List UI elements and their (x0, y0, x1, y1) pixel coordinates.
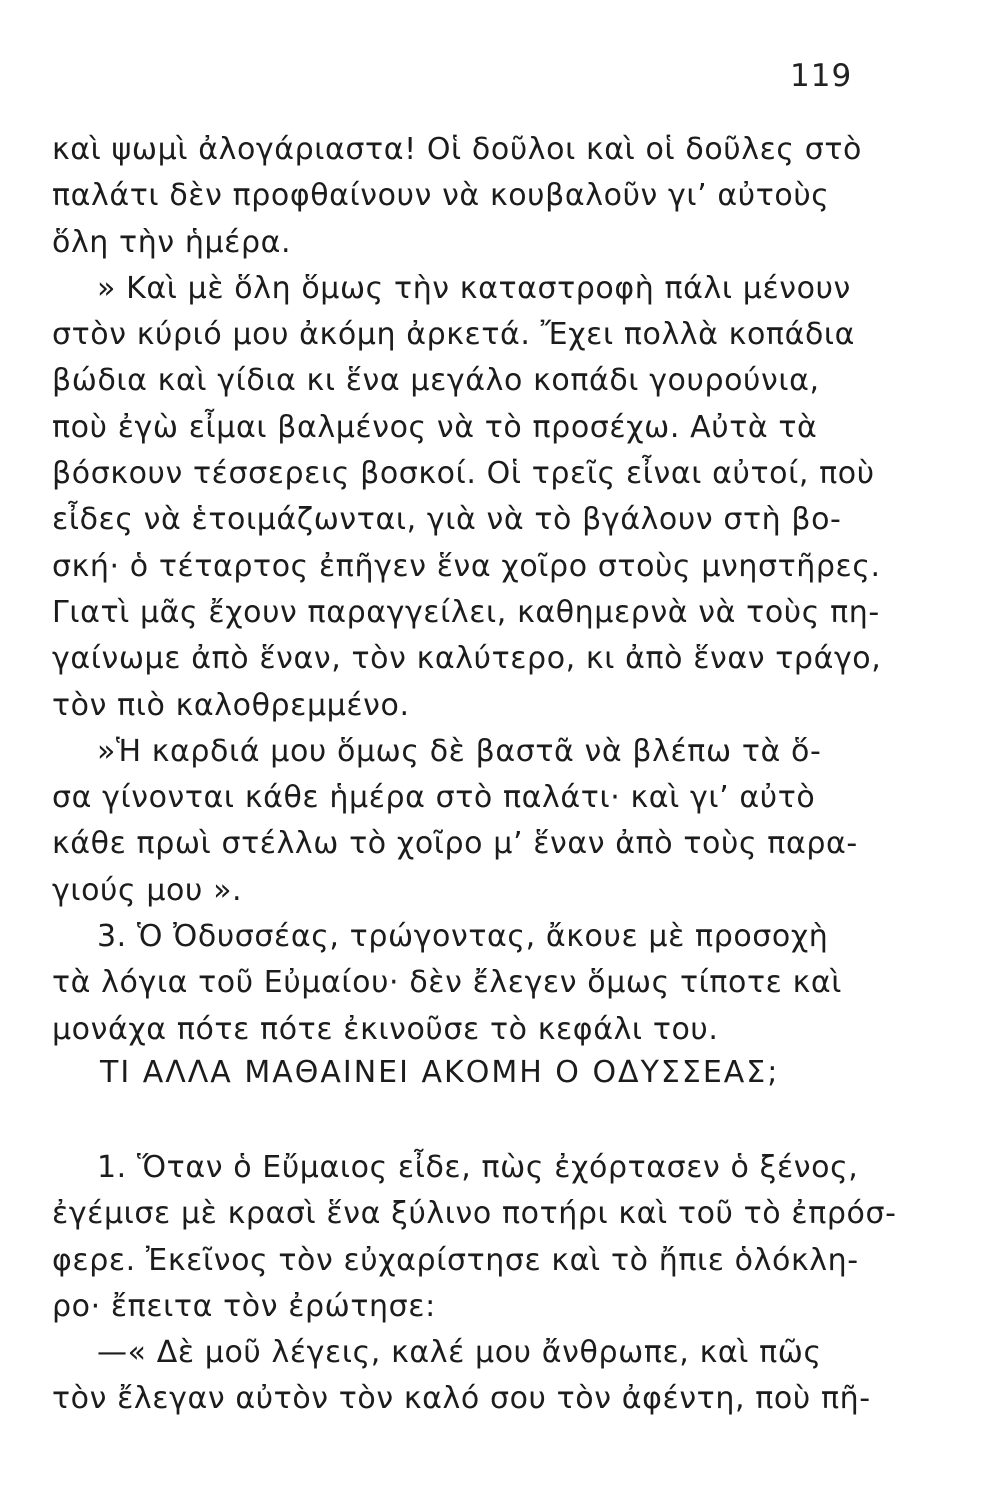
text-line: γαίνωμε ἀπὸ ἕναν, τὸν καλύτερο, κι ἀπὸ ἕναν τράγο, (52, 641, 882, 677)
text-line: παλάτι δὲν προφθαίνουν νὰ κουβαλοῦν γι’ αὐτοὺς (52, 178, 830, 214)
text-line: —« Δὲ μοῦ λέγεις, καλέ μου ἄνθρωπε, καὶ πῶς (97, 1335, 822, 1371)
text-line: » Καὶ μὲ ὅλη ὅμως τὴν καταστροφὴ πάλι μένουν (97, 270, 851, 306)
text-line: ρο· ἔπειτα τὸν ἐρώτησε: (52, 1288, 436, 1324)
text-line: σα γίνονται κάθε ἡμέρα στὸ παλάτι· καὶ γι’ αὐτὸ (52, 780, 816, 816)
body-text-top (52, 127, 882, 1053)
text-line: καὶ ψωμὶ ἀλογάριαστα! Οἱ δοῦλοι καὶ οἱ δοῦλες στὸ (52, 132, 862, 167)
text-line: »Ἡ καρδιά μου ὅμως δὲ βαστᾶ νὰ βλέπω τὰ ὅ- (97, 733, 822, 769)
text-line: 1. Ὅταν ὁ Εὔμαιος εἶδε, πὼς ἐχόρτασεν ὁ ξένος, (97, 1150, 859, 1185)
text-line: Γιατὶ μᾶς ἔχουν παραγγείλει, καθημερνὰ νὰ τοὺς πη- (52, 594, 880, 630)
text-line: τὸν πιὸ καλοθρεμμένο. (52, 687, 410, 723)
text-line: εἶδες νὰ ἑτοιμάζωνται, γιὰ νὰ τὸ βγάλουν στὴ βο- (52, 502, 842, 538)
text-line: τὸν ἔλεγαν αὐτὸν τὸν καλό σου τὸν ἀφέντη, ποὺ πῆ- (52, 1381, 871, 1417)
text-line: κάθε πρωὶ στέλλω τὸ χοῖρο μ’ ἕναν ἀπὸ τοὺς παρα- (52, 826, 858, 862)
text-line: φερε. Ἐκεῖνος τὸν εὐχαρίστησε καὶ τὸ ἤπιε ὁλόκλη- (52, 1242, 859, 1278)
text-line: ποὺ ἐγὼ εἶμαι βαλμένος νὰ τὸ προσέχω. Αὐτὰ τὰ (52, 409, 818, 445)
section-heading: ΤΙ ΑΛΛΑ ΜΑΘΑΙΝΕΙ ΑΚΟΜΗ Ο ΟΔΥΣΣΕΑΣ; (100, 1055, 780, 1090)
body-text-bottom (52, 1145, 897, 1423)
text-line: γιούς μου ». (52, 872, 243, 908)
text-line: 3. Ὁ Ὀδυσσέας, τρώγοντας, ἄκουε μὲ προσοχὴ (97, 919, 829, 955)
page-number: 119 (790, 58, 853, 94)
text-line: ἐγέμισε μὲ κρασὶ ἕνα ξύλινο ποτήρι καὶ τοῦ τὸ ἐπρόσ- (52, 1196, 897, 1232)
text-line: ὅλη τὴν ἡμέρα. (52, 224, 292, 260)
text-line: τὰ λόγια τοῦ Εὐμαίου· δὲν ἔλεγεν ὅμως τίποτε καὶ (52, 965, 842, 1001)
text-line: βόσκουν τέσσερεις βοσκοί. Οἱ τρεῖς εἶναι αὐτοί, ποὺ (52, 456, 875, 492)
text-line: στὸν κύριό μου ἀκόμη ἀρκετά. Ἔχει πολλὰ κοπάδια (52, 317, 856, 353)
facing-page-bleed-through (860, 40, 1007, 1500)
text-line: σκή· ὁ τέταρτος ἐπῆγεν ἕνα χοῖρο στοὺς μνηστῆρες. (52, 548, 881, 584)
text-line: βώδια καὶ γίδια κι ἕνα μεγάλο κοπάδι γουρούνια, (52, 363, 820, 399)
text-line: μονάχα πότε πότε ἐκινοῦσε τὸ κεφάλι του. (52, 1011, 719, 1047)
